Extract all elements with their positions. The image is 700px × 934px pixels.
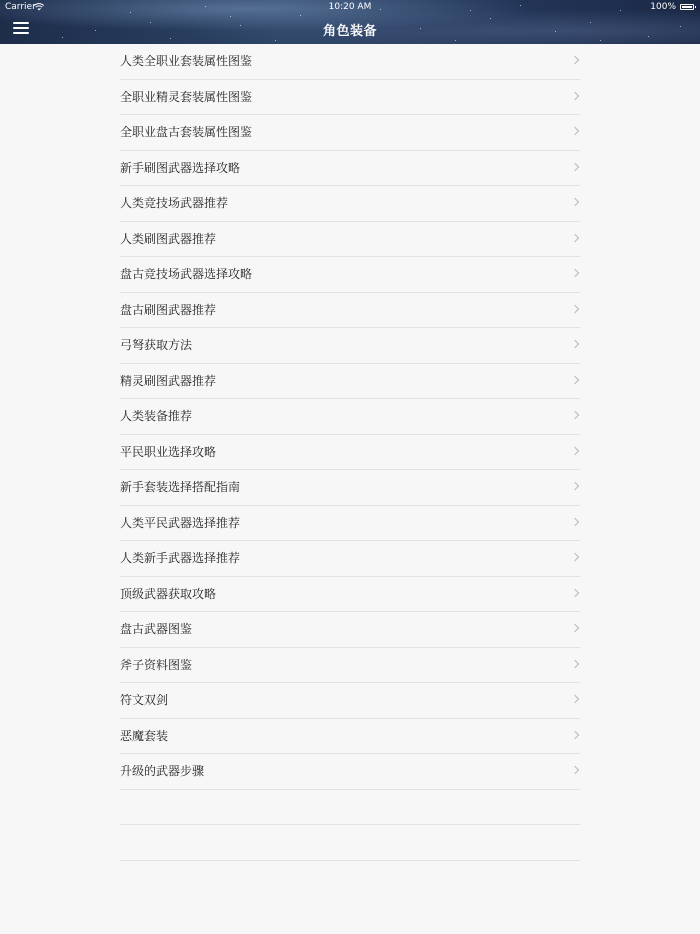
list-item-label: 全职业盘古套装属性图鉴 xyxy=(120,125,253,139)
list-item[interactable] xyxy=(120,541,580,577)
list-item[interactable] xyxy=(120,435,580,471)
list-item[interactable] xyxy=(120,399,580,435)
chevron-right-icon xyxy=(571,375,579,383)
star-decoration xyxy=(300,15,301,16)
list-item-label: 人类刷图武器推荐 xyxy=(120,231,217,246)
chevron-right-icon xyxy=(571,162,579,170)
list-item-label: 斧子资料图鉴 xyxy=(120,657,193,672)
star-decoration xyxy=(275,40,276,41)
list-item[interactable] xyxy=(120,364,580,400)
list-item[interactable] xyxy=(120,683,580,719)
chevron-right-icon xyxy=(571,269,579,277)
chevron-right-icon xyxy=(571,446,579,454)
list-item-label: 新手刷图武器选择攻略 xyxy=(120,160,241,175)
chevron-right-icon xyxy=(571,91,579,99)
chevron-right-icon xyxy=(571,517,579,525)
list-item-label: 符文双剑 xyxy=(120,693,169,707)
list-item-label: 全职业精灵套装属性图鉴 xyxy=(120,89,253,104)
chevron-right-icon xyxy=(571,695,579,703)
star-decoration xyxy=(455,40,456,41)
list-item[interactable] xyxy=(120,222,580,258)
chevron-right-icon xyxy=(571,766,579,774)
list-item-label: 盘古刷图武器推荐 xyxy=(120,302,217,317)
empty-row xyxy=(120,825,580,861)
chevron-right-icon xyxy=(571,304,579,312)
list-item[interactable] xyxy=(120,506,580,542)
chevron-right-icon xyxy=(571,56,579,64)
chevron-right-icon xyxy=(571,588,579,596)
list-item-label: 盘古竞技场武器选择攻略 xyxy=(120,267,253,281)
navigation-bar xyxy=(0,0,700,44)
chevron-right-icon xyxy=(571,553,579,561)
list-item[interactable] xyxy=(120,257,580,293)
list-item[interactable] xyxy=(120,151,580,187)
list-item-label: 人类装备推荐 xyxy=(120,409,193,423)
list-item[interactable] xyxy=(120,470,580,506)
status-time: 10:20 AM xyxy=(328,2,372,12)
carrier-label: Carrier xyxy=(5,2,36,12)
list-item-label: 精灵刷图武器推荐 xyxy=(120,373,217,388)
chevron-right-icon xyxy=(571,482,579,490)
list-item-label: 平民职业选择攻略 xyxy=(120,444,217,459)
list-item[interactable] xyxy=(120,44,580,80)
list-item-label: 人类新手武器选择推荐 xyxy=(120,551,241,565)
chevron-right-icon xyxy=(571,340,579,348)
list-item[interactable] xyxy=(120,577,580,613)
list-item[interactable] xyxy=(120,648,580,684)
status-bar xyxy=(0,0,700,14)
list-item[interactable] xyxy=(120,612,580,648)
list-item[interactable] xyxy=(120,328,580,364)
battery-icon xyxy=(680,4,694,10)
empty-row xyxy=(120,790,580,826)
list-item[interactable] xyxy=(120,719,580,755)
list-item-label: 恶魔套装 xyxy=(120,728,169,743)
chevron-right-icon xyxy=(571,127,579,135)
chevron-right-icon xyxy=(571,730,579,738)
list-item-label: 人类全职业套装属性图鉴 xyxy=(120,54,253,68)
list-item-label: 顶级武器获取攻略 xyxy=(120,586,217,601)
equipment-list xyxy=(120,44,580,861)
list-item-label: 盘古武器图鉴 xyxy=(120,622,193,636)
star-decoration xyxy=(600,40,601,41)
star-decoration xyxy=(490,18,491,19)
chevron-right-icon xyxy=(571,411,579,419)
list-item-label: 人类竞技场武器推荐 xyxy=(120,196,229,210)
chevron-right-icon xyxy=(571,233,579,241)
chevron-right-icon xyxy=(571,659,579,667)
list-item[interactable] xyxy=(120,186,580,222)
list-item[interactable] xyxy=(120,115,580,151)
list-item[interactable] xyxy=(120,293,580,329)
list-item-label: 新手套装选择搭配指南 xyxy=(120,480,241,494)
list-item-label: 弓弩获取方法 xyxy=(120,338,193,352)
page-title: 角色装备 xyxy=(322,24,377,39)
list-item[interactable] xyxy=(120,80,580,116)
list-item-label: 人类平民武器选择推荐 xyxy=(120,515,241,530)
chevron-right-icon xyxy=(571,198,579,206)
battery-percentage: 100% xyxy=(650,2,676,12)
list-item-label: 升级的武器步骤 xyxy=(120,764,205,778)
star-decoration xyxy=(230,16,231,17)
list-item[interactable] xyxy=(120,754,580,790)
chevron-right-icon xyxy=(571,624,579,632)
